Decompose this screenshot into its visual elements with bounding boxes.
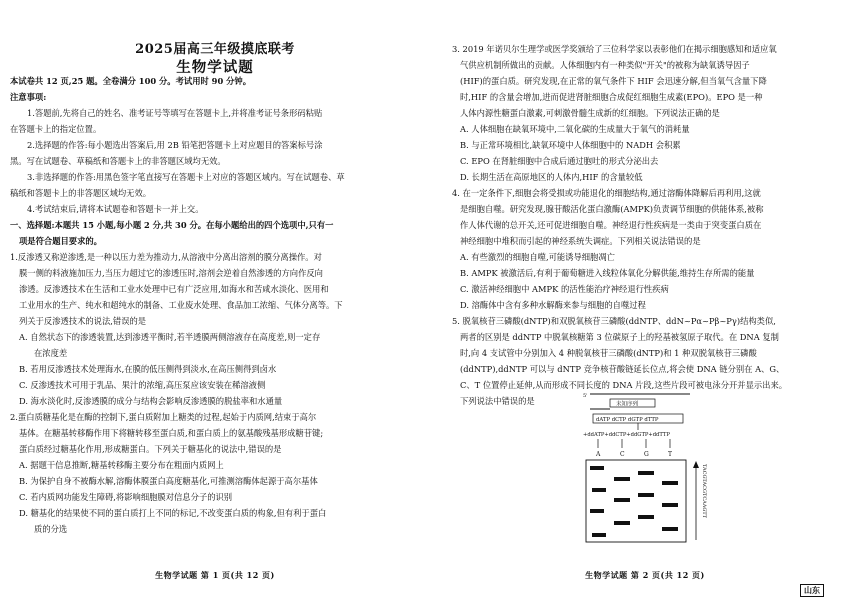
left-text-line: 注意事项: bbox=[10, 92, 47, 102]
left-text-line: 膜一侧的料液施加压力,当压力超过它的渗透压时,溶剂会逆着自然渗透的方向作反向 bbox=[19, 268, 323, 278]
left-text-line: 在浓度差 bbox=[34, 348, 68, 358]
right-page-body bbox=[430, 41, 860, 409]
right-text-line: 人体内源性糖蛋白激素,可刺激骨髓生成新的红细胞。下列说法正确的是 bbox=[460, 108, 720, 118]
left-text-line: 4.考试结束后,请将本试题卷和答题卡一并上交。 bbox=[27, 204, 204, 214]
left-text-line: 一、选择题:本题共 15 小题,每小题 2 分,共 30 分。在每小题给出的四个选项中,只有一 bbox=[10, 220, 334, 230]
right-text-line: 3. 2019 年诺贝尔生理学或医学奖颁给了三位科学家以表彰他们在揭示细胞感知和适应氧 bbox=[452, 44, 777, 54]
left-text-line: B. 若用反渗透技术处理海水,在膜的低压侧得到淡水,在高压侧得到卤水 bbox=[19, 364, 277, 374]
left-text-line: 1.反渗透又称逆渗透,是一种以压力差为推动力,从溶液中分离出溶剂的膜分离操作。对 bbox=[10, 252, 322, 262]
gel-band bbox=[638, 515, 654, 519]
sequencing-gel-diagram bbox=[580, 390, 730, 550]
gel-band bbox=[662, 481, 678, 485]
left-text-line: A. 自然状态下的渗透装置,达到渗透平衡时,若半透膜两侧溶液存在高度差,则一定存 bbox=[19, 332, 321, 342]
left-text-line: 项是符合题目要求的。 bbox=[19, 236, 102, 246]
left-text-line: 稿纸和答题卡上的非答题区域均无效。 bbox=[10, 188, 152, 198]
right-text-line: 时,HIF 的含量会增加,进而促进肾脏细胞合成促红细胞生成素(EPO)。EPO 是一种 bbox=[460, 92, 763, 102]
gel-band bbox=[662, 503, 678, 507]
lane-a-label: A bbox=[596, 451, 601, 458]
page-footer-left: 生物学试题 第 1 页(共 12 页) bbox=[155, 570, 275, 580]
left-text-line: 3.非选择题的作答:用黑色签字笔直接写在答题卡上对应的答题区域内。写在试题卷、草 bbox=[27, 172, 345, 182]
left-text-line: 黑。写在试题卷、草稿纸和答题卡上的非答题区域均无效。 bbox=[10, 156, 226, 166]
gel-band bbox=[638, 493, 654, 497]
gel-band bbox=[590, 509, 604, 513]
right-text-line: A. 人体细胞在缺氧环境中,二氧化碳的生成量大于氧气的消耗量 bbox=[460, 124, 690, 134]
left-text-line: 渗透。反渗透技术在生活和工业水处理中已有广泛应用,如海水和苦咸水淡化、医用和 bbox=[19, 284, 329, 294]
left-text-line: C. 若内质网功能发生障碍,将影响细胞膜对信息分子的识别 bbox=[19, 492, 233, 502]
left-text-line: 2.选择题的作答:每小题选出答案后,用 2B 铅笔把答题卡上对应题目的答案标号涂 bbox=[27, 140, 323, 150]
left-text-line: 1.答题前,先将自己的姓名、准考证号等填写在答题卡上,并将准考证号条形码粘贴 bbox=[27, 108, 323, 118]
right-text-line: 下列说法中错误的是 bbox=[460, 396, 535, 406]
right-text-line: C. 激活神经细胞中 AMPK 的活性能治疗神经退行性疾病 bbox=[460, 284, 669, 294]
right-text-line: 5. 脱氧核苷三磷酸(dNTP)和双脱氧核苷三磷酸(ddNTP、ddN~Pα~Pβ~Pγ)结构类似, bbox=[452, 316, 776, 326]
left-text-line: 基体。在糖基转移酶作用下将糖转移至蛋白质,和蛋白质上的氨基酸残基形成糖苷键; bbox=[19, 428, 324, 438]
primer-end-label: 5' bbox=[583, 393, 588, 399]
page-footer-right: 生物学试题 第 2 页(共 12 页) bbox=[585, 570, 705, 580]
lane-g-label: G bbox=[644, 451, 649, 458]
right-text-line: 4. 在一定条件下,细胞会将受损或功能退化的细胞结构,通过溶酶体降解后再利用,这就 bbox=[452, 188, 761, 198]
right-text-line: B. AMPK 被激活后,有利于葡萄糖进入线粒体氧化分解供能,维持生存所需的能量 bbox=[460, 268, 755, 278]
left-text-line: 工业用水的生产、纯水和超纯水的制备、工业废水处理、食品加工浓缩、气体分离等。下 bbox=[19, 300, 343, 310]
right-text-line: D. 长期生活在高原地区的人体内,HIF 的含量较低 bbox=[460, 172, 643, 182]
left-text-line: A. 据题干信息推断,糖基转移酶主要分布在粗面内质网上 bbox=[19, 460, 224, 470]
left-text-line: 本试卷共 12 页,25 题。全卷满分 100 分。考试用时 90 分钟。 bbox=[10, 76, 252, 86]
left-text-line: C. 反渗透技术可用于乳品、果汁的浓缩,高压泵应该安装在稀溶液侧 bbox=[19, 380, 266, 390]
lane-t-label: T bbox=[668, 451, 673, 458]
left-text-line: D. 海水淡化时,反渗透膜的成分与结构会影响反渗透膜的脱盐率和水通量 bbox=[19, 396, 283, 406]
right-text-line: C. EPO 在肾脏细胞中合成后通过胞吐的形式分泌出去 bbox=[460, 156, 659, 166]
left-text-line: B. 为保护自身不被酶水解,溶酶体膜蛋白高度糖基化,可推测溶酶体起源于高尔基体 bbox=[19, 476, 318, 486]
exam-subject: 生物学试题 bbox=[176, 59, 254, 76]
right-text-line: 作人体代谢的总开关,还可促进细胞自噬。神经退行性疾病是一类由于突变蛋白质在 bbox=[460, 220, 762, 230]
right-text-line: B. 与正常环境相比,缺氧环境中人体细胞中的 NADH 会积累 bbox=[460, 140, 681, 150]
gel-band bbox=[662, 527, 678, 531]
region-badge: 山东 bbox=[800, 584, 824, 597]
side-sequence-label: TACGTACGTCAAGTT bbox=[701, 464, 707, 519]
right-text-line: 两者的区别是 ddNTP 中脱氧核糖第 3 位碳原子上的羟基被氢原子取代。在 DNA 复制 bbox=[460, 332, 779, 342]
gel-band bbox=[592, 533, 606, 537]
gel-band bbox=[614, 521, 630, 525]
gel-band bbox=[614, 498, 630, 502]
right-text-line: A. 有些激烈的细胞自噬,可能诱导细胞凋亡 bbox=[460, 252, 615, 262]
gel-band bbox=[592, 488, 606, 492]
ddntp-label: +ddATP+ddCTP+ddGTP+ddTTP bbox=[583, 432, 670, 438]
right-text-line: C、T 位置停止延伸,从而形成不同长度的 DNA 片段,这些片段可被电泳分开并显示出来。 bbox=[460, 380, 788, 390]
left-text-line: 在答题卡上的指定位置。 bbox=[10, 124, 102, 134]
right-text-line: 神经细胞中堆积而引起的神经系统失调症。下列相关说法错误的是 bbox=[460, 236, 701, 246]
left-text-line: D. 糖基化的结果使不同的蛋白质打上不同的标记,不改变蛋白质的构象,但有利于蛋白 bbox=[19, 508, 327, 518]
right-text-line: (HIF)的蛋白质。研究发现,在正常的氧气条件下 HIF 会迅速分解,但当氧气含量下降 bbox=[460, 76, 767, 86]
exam-title: 2025届高三年级摸底联考 bbox=[135, 42, 295, 57]
right-text-line: 气供应机制所做出的贡献。人体细胞内有一种类似"开关"的被称为缺氧诱导因子 bbox=[460, 60, 750, 70]
gel-band bbox=[638, 471, 654, 475]
lane-c-label: C bbox=[620, 451, 625, 458]
left-text-line: 质的分选 bbox=[34, 524, 68, 534]
left-text-line: 蛋白质经过糖基化作用,形成糖蛋白。下列关于糖基化的说法中,错误的是 bbox=[19, 444, 282, 454]
left-text-line: 2.蛋白质糖基化是在酶的控制下,蛋白质附加上糖类的过程,起始于内质网,结束于高尔 bbox=[10, 412, 317, 422]
right-text-line: 是细胞自噬。研究发现,腺苷酸活化蛋白激酶(AMPK)负责调节细胞的供能体系,被称 bbox=[460, 204, 764, 214]
left-page-body bbox=[0, 73, 430, 537]
gel-band bbox=[590, 466, 604, 470]
gel-band bbox=[614, 477, 630, 481]
dntp-label: dATP dCTP dGTP dTTP bbox=[596, 417, 659, 423]
unknown-sequence-label: 未知序列 bbox=[616, 401, 639, 408]
right-text-line: 时,向 4 支试管中分别加入 4 种脱氧核苷三磷酸(dNTP)和 1 种双脱氧核苷三磷酸 bbox=[460, 348, 757, 358]
right-text-line: D. 溶酶体中含有多种水解酶来参与细胞的自噬过程 bbox=[460, 300, 646, 310]
left-text-line: 列关于反渗透技术的说法,错误的是 bbox=[19, 316, 147, 326]
right-text-line: (ddNTP),ddNTP 可以与 dNTP 竞争核苷酸链延长位点,将会使 DNA 链分别在 A、G、 bbox=[460, 364, 785, 374]
